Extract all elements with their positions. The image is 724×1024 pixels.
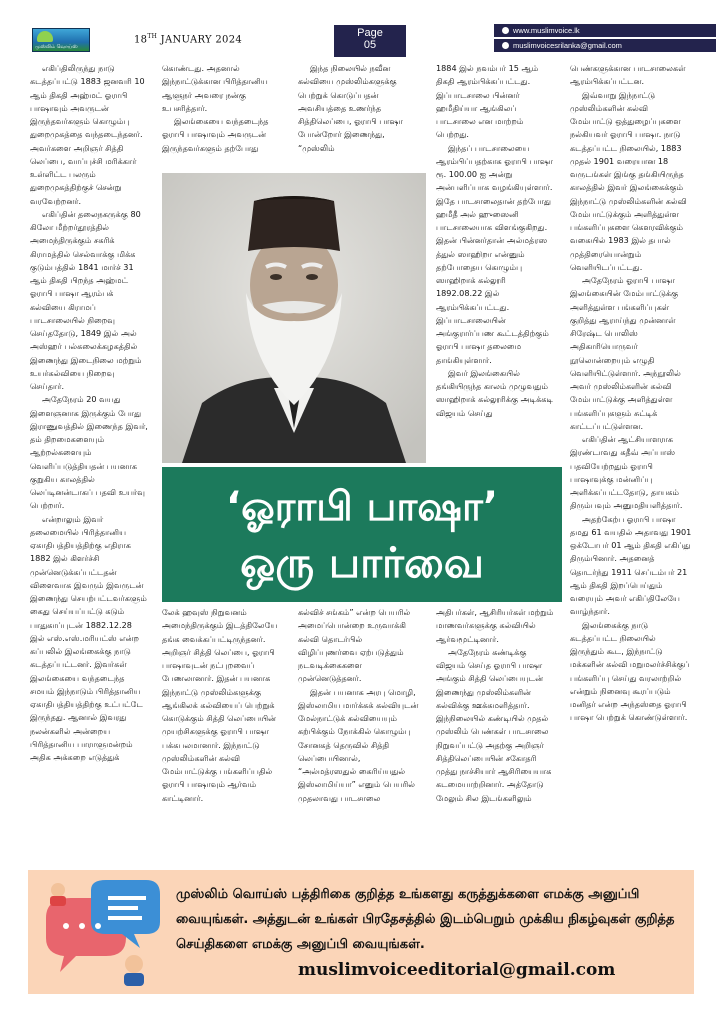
header-links <box>494 24 716 54</box>
page-header <box>0 0 724 60</box>
paragraph: இவர் இலங்கையில் தங்கியிருந்த காலம் முழுவதும் ஸாஹிறாக் கல்லூரிக்கு அடிக்கடி விஜயம் செய்து <box>436 367 553 418</box>
article-title-line-2: ஒரு பார்வை <box>240 538 484 587</box>
logo-text: முஸ்லிம் வொய்ஸ் <box>35 44 78 50</box>
paragraph: அதேநேரம் 20 வயது இளைஞனாக இருக்கும் போது இராணுவத்தில் இணைந்த இவர், தம் திறமைகளையும் ஆற்றல்களையும் வெளிப்படுத்தியதன் பயனாக குறுகிய காலத்தில் லெப்டினன்டாகப் பதவி உயர்வு பெற்றார். <box>30 394 148 511</box>
article-column-5 <box>570 62 692 725</box>
paragraph: இலங்கையை வந்தடைந்த ஓராபி பாஷாவும் அவருடன் இருந்தவர்களும் தற்போது <box>162 116 269 153</box>
paragraph: அதேநேரம் கண்டிக்கு விஜயம் செய்த ஓராபி பாஷா அங்கும் சித்தி லெப்பையுடன் இணைந்து முஸ்லிம்களின் கல்விக்கு ஊக்கமளித்தார். இந்நிலையில் கண்டியில் முதல் முஸ்லிம் பெண்கள் பாடசாலை நிறுவப்பட்டு அதற்கு அறிஞர் சித்திலெப்பையின் சகோதரி முத்து நாச்சியார் ஆசிரியையாக கடமையாற்றினார். அத்தோடு மேலும் சில இடங்களிலும் <box>436 646 552 803</box>
globe-icon <box>502 27 509 34</box>
banner-message: முஸ்லிம் வொய்ஸ் பத்திரிகை குறித்த உங்களது கருத்துக்களை எமக்கு அனுப்பி வையுங்கள். அத்துடன் உங்கள் பிரதேசத்தில் இடம்பெறும் முக்கிய நிகழ்வுகள் குறித்த செய்திகளை எமக்கு அனுப்பி வையுங்கள். <box>176 887 675 952</box>
article-column-1 <box>30 62 148 764</box>
date-suffix: TH <box>147 33 158 40</box>
editorial-email[interactable]: muslimvoiceeditorial@gmail.com <box>298 960 616 980</box>
paragraph: அதிபர்கள், ஆசிரியர்கள் மற்றும் மாணவர்களுக்கு கல்வியில் ஆர்வமூட்டினார். <box>436 607 554 644</box>
email-link[interactable] <box>494 39 716 52</box>
paragraph: எகிப்தின் தலைநகருக்கு 80 கிலோ மீற்றர்தூரத்தில் அமைந்திருக்கும் சகரிக் கிராமத்தில் செல்வாக்கு மிக்க குடும்பத்தில் 1841 மார்ச் 31 ஆம் திகதி பிறந்த அஹ்மட் ஓராபி பாஷா ஆரம்பக் கல்வியை கிராமப் பாடசாலையில் நிறைவு செய்ததோடு, 1849 இல் அல் அஸ்ஹர் பல்கலைக்கழகத்தில் இணைந்து இடைநிலை மற்றும் உயர்கல்வியை நிறைவு செய்தார். <box>30 208 142 391</box>
mail-icon <box>502 42 509 49</box>
page-label: Page <box>357 27 383 39</box>
paragraph: கல்விச் சங்கம்” என்ற பெயரில் அமைப்பொன்றை உருவாக்கி கல்வி தொடர்பில் விழிப்புணர்வை ஏற்படுத்தும் நடவடிக்கைகளை முன்னெடுத்தனர். <box>298 607 411 684</box>
article-column-3-top <box>298 62 420 155</box>
logo-emblem-icon <box>37 31 53 42</box>
feedback-banner <box>28 870 694 994</box>
paragraph: 1884 இல் நவம்பர் 15 ஆம் திகதி ஆரம்பிக்கப்பட்டது. இப்பாடசாலை பின்னர் ஹமீதிய்யா ஆங்கிலப் பாடசாலை என மாற்றம் பெற்றது. <box>436 63 539 140</box>
muslim-voice-logo[interactable] <box>32 28 90 52</box>
paragraph: பெண்களுக்கான பாடசாலைகள் ஆரம்பிக்கப்பட்டன. <box>570 63 686 87</box>
website-link[interactable] <box>494 24 716 37</box>
article-column-3-bottom <box>298 606 420 805</box>
paragraph: எகிப்தின் ஆட்சியாளராக இரண்டாவது கதீவ் அப்பாஸ் பதவியேற்றதும் ஓராபி பாஷாவுக்கு மன்னிப்பு அளிக்கப்பட்டதோடு, தாயகம் திரும்பவும் அனுமதியளித்தார். <box>570 434 683 511</box>
article-column-2-bottom <box>162 606 282 805</box>
paragraph: இந்தப் பாடசாலையை ஆரம்பிப்பதற்காக ஓராபி பாஷா ரூ. 100.00 ஐ அன்று அன்பளிப்பாக வழங்கியுள்ளார். இதே பாடசாலைதான் தற்போது ஹமீதீ அல் ஹுஸைனி பாடசாலையாக விளங்குகிறது. இதன் பின்னர்தான் அல்மத்ரஸ த்துல் ஸாஹிறா என்னும் தற்போதைய கொழும்பு ஸாஹிறாக் கல்லூரி 1892.08.22 இல் ஆரம்பிக்கப்பட்டது. இப்பாடசாலையின் அங்குரார்ப்பண கூட்டத்திற்கும் ஓராபி பாஷா தலைமை தாங்கியுள்ளார். <box>436 142 553 365</box>
paragraph: இந்த நிலையில் நவீன கல்வியை முஸ்லிம்களுக்கு பெற்றுக் கொடுப்பதன் அவசியத்தை உணர்ந்த சித்திலெப்பை, ஓராபி பாஷா போன்றோர் இணைந்து, “முஸ்லிம் <box>298 63 403 153</box>
email-text: muslimvoicesrilanka@gmail.com <box>513 41 622 50</box>
paragraph: கொண்டது. அதனால் இந்நாட்டுக்கான பிரித்தானிய ஆளுநர் அவரை நன்கு உபசரித்தார். <box>162 63 268 113</box>
date-day: 18 <box>134 34 148 46</box>
portrait-illustration <box>162 173 426 463</box>
article-title-box <box>162 467 562 602</box>
date-month-year: JANUARY 2024 <box>157 34 243 46</box>
paragraph: அதேநேரம் ஓராபி பாஷா இலங்கையின் மேம்பாட்டுக்கு அளித்துள்ள பங்களிப்புகள் குறித்து ஆராய்ந்து முன்னாள் சிரேஷ்ட பொலிஸ் அதிகாரியொருவர் நூலொன்றையும் எழுதி வெளியிட்டுள்ளார். அந்நூலில் அவர் முஸ்லிம்களின் கல்வி மேம்பாட்டுக்கு அளித்துள்ள பங்களிப்புகளும் சுட்டிக் காட்டப்பட்டுள்ளன. <box>570 275 681 431</box>
article-column-4-top <box>436 62 554 420</box>
portrait-photo <box>162 173 426 463</box>
paragraph: லேக் ஹவுஸ் நிறுவனம் அமைந்திருக்கும் இடத்திலேயே தங்க வைக்கப்பட்டிருந்தனர். அறிஞர் சித்தி லெப்பை, ஓராபி பாஷாவுடன் நட்புறவைப் பேணலானார். இதன் பயனாக இந்நாட்டு முஸ்லிம்களுக்கு ஆங்கிலக் கல்வியைப் பெற்றுக் கொடுக்கும் சித்தி லெப்பையின் முயற்சிகளுக்கு ஓராபி பாஷா பக்கபலமானார். இந்நாட்டு முஸ்லிம்களின் கல்வி மேம்பாட்டுக்கு பங்களிப்பதில் ஓராபி பாஷாவும் ஆர்வம் காட்டினார். <box>162 607 278 803</box>
issue-date <box>134 33 242 45</box>
website-text: www.muslimvoice.lk <box>513 26 580 35</box>
paragraph: அதற்கேற்ப ஓராபி பாஷா தமது 61 வயதில் அதாவது 1901 ஒக்டோபர் 01 ஆம் திகதி எகிப்து திரும்பினார். அதனைத் தொடர்ந்து 1911 செப்டம்பர் 21 ஆம் திகதி இறப்பெய்தும் வரையும் அவர் எகிப்திலேயே வாழ்ந்தார். <box>570 513 692 617</box>
paragraph: எகிப்திலிருந்து நாடு கடத்தப்பட்டு 1883 ஜனவரி 10 ஆம் திகதி அஹ்மட் ஓராபி பாஷாவும் அவருடன் இருந்தவர்களும் கொழும்பு துறைமுகத்தை வந்தடைந்தனர். அவர்களை அறிஞர் சித்தி லெப்பை, வாப்புச்சி மரிக்கார் உள்ளிட்ட பலரும் துறைமுகத்திற்குச் சென்று வரவேற்றனர். <box>30 63 145 206</box>
paragraph: இலங்கைக்கு நாடு கடத்தப்பட்ட நிலையில் இருந்தும் கூட, இந்நாட்டு மக்களின் கல்வி மறுமலர்ச்சிக்குப் பங்களிப்பு செய்து வரலாற்றில் என்றும் நினைவு கூரப்படும் மனிதர் என்ற அந்தஸ்தை ஓராபி பாஷா பெற்றுக் கொண்டுள்ளார். <box>570 619 690 723</box>
chat-bubbles-illustration <box>36 878 166 986</box>
page-number-box <box>334 25 406 57</box>
paragraph: இதன் பயனாக அரபு மொழி, இஸ்லாமிய மார்க்கக் கல்வியுடன் மேல்நாட்டுக் கல்வியையும் கற்பிக்கும் நோக்கில் கொழும்பு சோனகத் தெருவில் சித்தி லெப்பையினால், “அல்மத்ரஸதுல் கைரிய்யதுல் இஸ்லாமிய்யா” எனும் பெயரில் முதலாவது பாடசாலை <box>298 686 419 803</box>
paragraph: என்றாலும் இவர் தலைமையில் பிரித்தானிய ஏகாதிபத்தியத்திற்கு எதிராக 1882 இல் கிளர்ச்சி முன்னெடுக்கப்பட்டதன் விளைவாக இவரும் இவருடன் இணைந்து செயற்பட்டவர்களும் கைது செய்யப்பட்டு கடும் பாதுகாப்புடன் 1882.12.28 இல் எஸ்.எஸ்.மரியட்ஸ் என்ற கப்பலில் இலங்கைக்கு நாடு கடத்தப்பட்டனர். இவர்கள் இலங்கையை வந்தடைந்த சமயம் இந்நாடும் பிரித்தானிய ஏகாதிபத்தியத்திற்கு உட்பட்டே இருந்தது. ஆனால் இவரது நலன்களில் அன்றைய பிரித்தானிய பாராளுமன்றம் அதிக அக்கறை எடுத்துக் <box>30 513 147 762</box>
article-title-line-1: ‘ஓராபி பாஷா’ <box>225 484 499 530</box>
article-column-4-bottom <box>436 606 554 805</box>
paragraph: இவ்வாறு இந்நாட்டு முஸ்லிம்களின் கல்வி மேம்பாட்டு ஒத்துழைப்புகளை நல்கியவர் ஓராபி பாஷா. நாடு கடத்தப்பட்ட நிலையில், 1883 முதல் 1901 வரையான 18 வருடங்கள் இங்கு தங்கியிருந்த காலத்தில் இவர் இலங்கைக்கும் இந்நாட்டு முஸ்லிம்களின் கல்வி மேம்பாட்டுக்கும் அளித்துள்ள பங்களிப்புகளை கௌரவிக்கும் வகையில் 1983 இல் தபால் முத்திரையொன்றும் வெளியிடப்பட்டது. <box>570 89 687 272</box>
page-number: 05 <box>363 39 377 51</box>
article-column-2-top <box>162 62 282 155</box>
